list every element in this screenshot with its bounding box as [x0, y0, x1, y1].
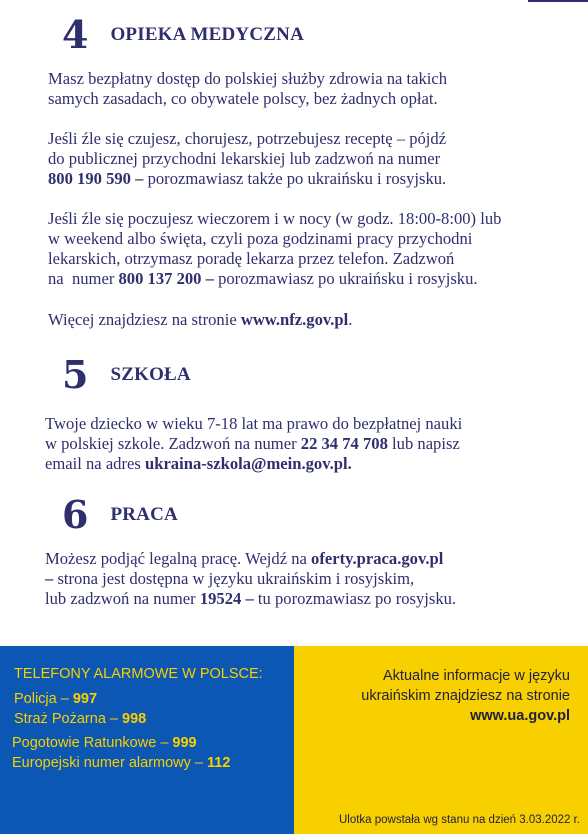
text-line: Jeśli źle się czujesz, chorujesz, potrzebujesz receptę – pójdź	[48, 129, 447, 148]
date-note: Ulotka powstała wg stanu na dzień 3.03.2022 r.	[338, 814, 580, 826]
text-fragment: lub zadzwoń na numer	[45, 589, 200, 608]
section-title: OPIEKA MEDYCZNA	[110, 24, 304, 45]
nfz-link[interactable]: www.nfz.gov.pl	[240, 310, 349, 329]
corner-rule	[528, 0, 588, 2]
text-fragment: tu porozmawiasz po rosyjsku.	[253, 589, 457, 608]
text-line: Jeśli źle się poczujesz wieczorem i w nocy (w godz. 18:00-8:00) lub	[48, 209, 502, 228]
text-line	[48, 269, 568, 289]
emergency-number: 999	[172, 735, 197, 751]
text-fragment: porozmawiasz także po ukraińsku i rosyjsku.	[143, 169, 447, 188]
emergency-item	[14, 691, 97, 707]
text-line: do publicznej przychodni lekarskiej lub zadzwoń na numer	[48, 149, 441, 168]
text-line	[48, 169, 568, 189]
emergency-number: 997	[72, 691, 98, 707]
school-email-link[interactable]: ukraina-szkola@mein.gov.pl.	[144, 454, 352, 473]
emergency-label: Europejski numer alarmowy –	[12, 755, 208, 771]
emergency-numbers-panel	[0, 646, 294, 834]
text-fragment: lub napisz	[387, 434, 460, 453]
section-number: 4	[62, 12, 89, 57]
emergency-label: Policja –	[14, 691, 73, 707]
text-fragment: na numer	[48, 269, 119, 288]
text-line: Twoje dziecko w wieku 7-18 lat ma prawo do bezpłatnej nauki	[45, 414, 463, 433]
section-number: 6	[62, 492, 89, 537]
section-title: SZKOŁA	[110, 364, 191, 385]
text-line	[45, 549, 565, 569]
info-panel	[294, 646, 588, 834]
text-line	[45, 434, 565, 454]
dash: –	[45, 569, 54, 588]
text-line	[45, 569, 565, 589]
text-fragment: Możesz podjąć legalną pracę. Wejdź na	[45, 549, 312, 568]
phone-number: 22 34 74 708	[300, 434, 388, 453]
work-paragraph	[45, 549, 565, 609]
emergency-label: Straż Pożarna –	[14, 711, 122, 727]
text-line	[48, 310, 568, 330]
section-title: PRACA	[110, 504, 178, 525]
phone-number: 800 137 200 –	[118, 269, 214, 288]
section-heading-school	[62, 352, 191, 397]
emergency-number: 998	[122, 711, 147, 727]
emergency-heading: TELEFONY ALARMOWE W POLSCE:	[14, 666, 263, 682]
text-line	[45, 589, 565, 609]
text-fragment: porozmawiasz po ukraińsku i rosyjsku.	[213, 269, 478, 288]
text-line: w weekend albo święta, czyli poza godzinami pracy przychodni	[48, 229, 473, 248]
emergency-item	[14, 711, 146, 727]
info-text	[310, 666, 570, 726]
medical-paragraph-2	[48, 129, 568, 189]
text-fragment: Więcej znajdziesz na stronie	[48, 310, 241, 329]
text-line	[45, 454, 565, 474]
school-paragraph	[45, 414, 565, 474]
emergency-item	[12, 735, 197, 751]
text-fragment: w polskiej szkole. Zadzwoń na numer	[45, 434, 301, 453]
emergency-number: 112	[207, 755, 231, 771]
text-line: lekarskich, otrzymasz poradę lekarza przez telefon. Zadzwoń	[48, 249, 455, 268]
phone-number: 19524 –	[199, 589, 254, 608]
emergency-item	[12, 755, 230, 771]
text-line: Masz bezpłatny dostęp do polskiej służby zdrowia na takich	[48, 69, 448, 88]
medical-paragraph-3	[48, 209, 568, 289]
text-fragment: email na adres	[45, 454, 145, 473]
section-heading-medical	[62, 12, 304, 57]
praca-link[interactable]: oferty.praca.gov.pl	[311, 549, 444, 568]
text-fragment: strona jest dostępna w języku ukraińskim i rosyjskim,	[53, 569, 415, 588]
emergency-label: Pogotowie Ratunkowe –	[12, 735, 173, 751]
ua-gov-link[interactable]: www.ua.gov.pl	[470, 708, 570, 724]
medical-paragraph-1	[48, 69, 568, 109]
info-line: Aktualne informacje w języku	[383, 668, 570, 684]
info-line: ukraińskim znajdziesz na stronie	[361, 688, 570, 704]
phone-number: 800 190 590 –	[48, 169, 144, 188]
section-number: 5	[62, 352, 89, 397]
section-heading-work	[62, 492, 178, 537]
text-fragment: .	[348, 310, 353, 329]
text-line: samych zasadach, co obywatele polscy, bez żadnych opłat.	[48, 89, 438, 108]
medical-paragraph-4	[48, 310, 568, 330]
